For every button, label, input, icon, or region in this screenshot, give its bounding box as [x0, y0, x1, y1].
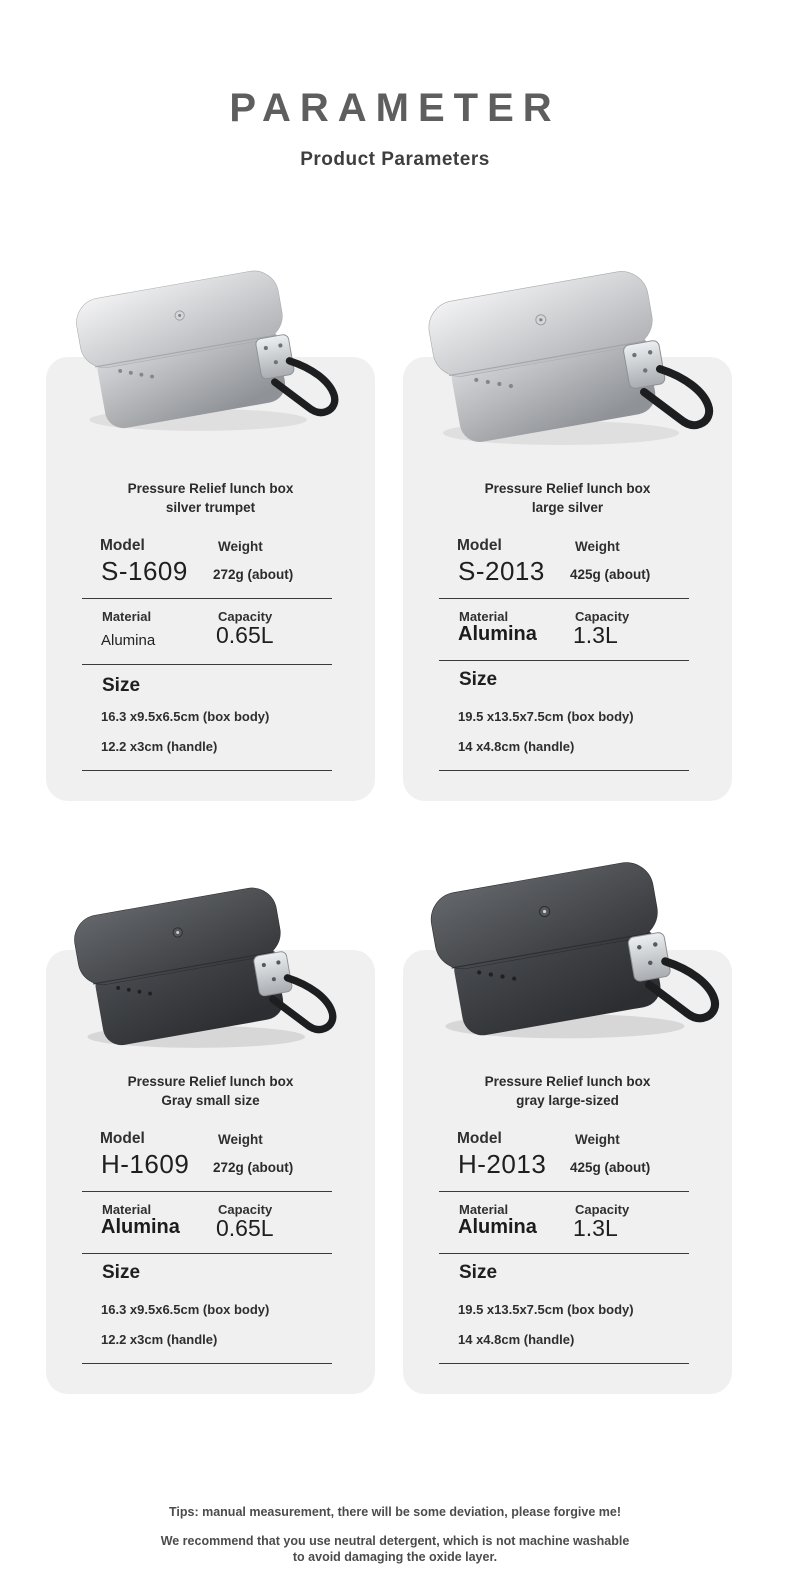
material-label: Material — [102, 1202, 152, 1217]
size-heading: Size — [102, 1262, 141, 1283]
divider — [82, 1191, 332, 1192]
product-name-line2: large silver — [531, 500, 604, 515]
model-label: Model — [457, 1130, 502, 1147]
material-label: Material — [459, 609, 509, 624]
divider — [439, 1253, 689, 1254]
weight-value: 425g (about) — [570, 567, 651, 582]
divider — [439, 1363, 689, 1364]
material-value: Alumina — [458, 1216, 537, 1238]
model-value: S-1609 — [101, 556, 188, 586]
product-name — [403, 479, 732, 517]
capacity-value: 0.65L — [216, 1215, 274, 1241]
gray-lunchbox-small-image — [58, 882, 340, 1066]
product-name-line1: Pressure Relief lunch box — [127, 1074, 294, 1089]
model-value: H-2013 — [458, 1149, 547, 1179]
product-name — [46, 479, 375, 517]
capacity-label: Capacity — [575, 1202, 630, 1217]
divider — [82, 770, 332, 771]
divider — [82, 664, 332, 665]
size-box-dimensions: 19.5 x13.5x7.5cm (box body) — [458, 709, 634, 724]
capacity-value: 0.65L — [216, 622, 274, 648]
capacity-label: Capacity — [218, 1202, 273, 1217]
page-subtitle: Product Parameters — [300, 149, 490, 170]
tips-note: Tips: manual measurement, there will be some deviation, please forgive me! — [169, 1505, 621, 1519]
capacity-label: Capacity — [218, 609, 273, 624]
product-name-line1: Pressure Relief lunch box — [484, 1074, 651, 1089]
size-heading: Size — [102, 675, 141, 696]
weight-label: Weight — [218, 539, 263, 554]
divider — [439, 770, 689, 771]
material-value: Alumina — [101, 632, 156, 649]
product-name-line2: gray large-sized — [516, 1093, 619, 1108]
model-label: Model — [100, 537, 145, 554]
footer-notes — [0, 1505, 790, 1565]
product-card-gray-small — [46, 950, 375, 1394]
product-name — [403, 1072, 732, 1110]
weight-label: Weight — [575, 539, 620, 554]
divider — [82, 1363, 332, 1364]
lunchbox-icon — [413, 856, 723, 1059]
product-name-line2: silver trumpet — [165, 500, 256, 515]
gray-lunchbox-large-image — [413, 856, 723, 1059]
material-label: Material — [102, 609, 152, 624]
size-box-dimensions: 19.5 x13.5x7.5cm (box body) — [458, 1302, 634, 1317]
product-card-silver-large — [403, 357, 732, 801]
model-label: Model — [100, 1130, 145, 1147]
product-name — [46, 1072, 375, 1110]
size-heading: Size — [459, 1262, 498, 1283]
capacity-value: 1.3L — [573, 1215, 618, 1241]
product-name-line2: Gray small size — [161, 1093, 260, 1108]
capacity-value: 1.3L — [573, 622, 618, 648]
weight-value: 272g (about) — [213, 1160, 294, 1175]
weight-label: Weight — [218, 1132, 263, 1147]
divider — [82, 1253, 332, 1254]
model-value: S-2013 — [458, 556, 545, 586]
capacity-label: Capacity — [575, 609, 630, 624]
care-note: We recommend that you use neutral detergent, which is not machine washable to avoid damaging the oxide layer. — [160, 1534, 630, 1564]
size-handle-dimensions: 12.2 x3cm (handle) — [101, 739, 218, 754]
silver-lunchbox-small-image — [60, 265, 342, 449]
weight-label: Weight — [575, 1132, 620, 1147]
product-card-gray-large — [403, 950, 732, 1394]
silver-lunchbox-large-image — [411, 265, 717, 465]
lunchbox-icon — [58, 882, 340, 1066]
page-title: PARAMETER — [229, 86, 561, 130]
size-box-dimensions: 16.3 x9.5x6.5cm (box body) — [101, 709, 270, 724]
divider — [439, 1191, 689, 1192]
divider — [82, 598, 332, 599]
model-label: Model — [457, 537, 502, 554]
product-name-line1: Pressure Relief lunch box — [127, 481, 294, 496]
size-heading: Size — [459, 669, 498, 690]
weight-value: 425g (about) — [570, 1160, 651, 1175]
model-value: H-1609 — [101, 1149, 190, 1179]
material-label: Material — [459, 1202, 509, 1217]
size-box-dimensions: 16.3 x9.5x6.5cm (box body) — [101, 1302, 270, 1317]
material-value: Alumina — [458, 623, 537, 645]
divider — [439, 598, 689, 599]
size-handle-dimensions: 14 x4.8cm (handle) — [458, 1332, 575, 1347]
product-name-line1: Pressure Relief lunch box — [484, 481, 651, 496]
material-value: Alumina — [101, 1216, 180, 1238]
divider — [439, 660, 689, 661]
size-handle-dimensions: 12.2 x3cm (handle) — [101, 1332, 218, 1347]
lunchbox-icon — [411, 265, 717, 465]
product-card-silver-small — [46, 357, 375, 801]
weight-value: 272g (about) — [213, 567, 294, 582]
lunchbox-icon — [60, 265, 342, 449]
size-handle-dimensions: 14 x4.8cm (handle) — [458, 739, 575, 754]
